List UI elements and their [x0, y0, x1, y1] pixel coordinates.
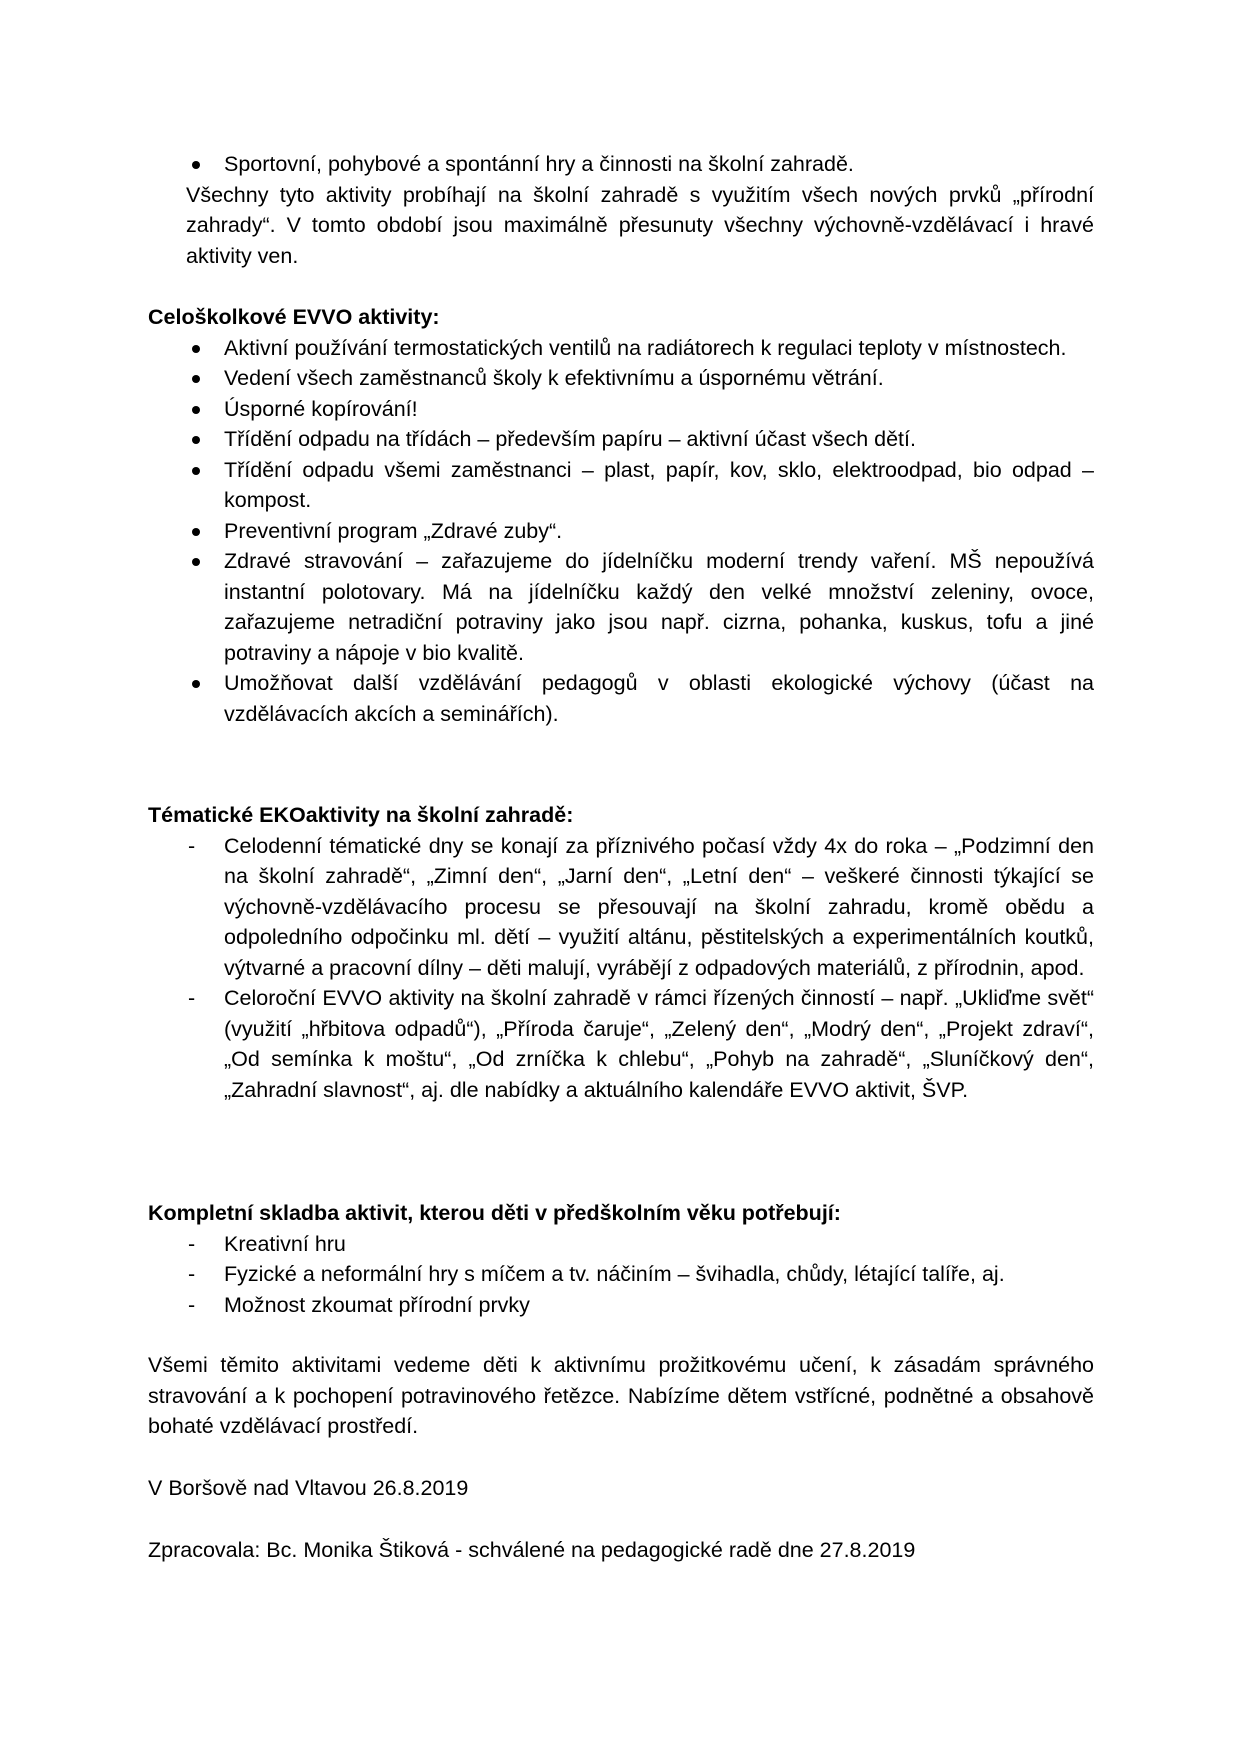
dash-marker: - — [188, 1262, 196, 1286]
list-item-text: Úsporné kopírování! — [224, 396, 418, 421]
intro-block — [148, 149, 1094, 271]
dash-marker: - — [188, 1292, 196, 1317]
list-item — [148, 1259, 1094, 1290]
bullet-icon — [192, 345, 200, 353]
place-date: V Boršově nad Vltavou 26.8.2019 — [148, 1476, 469, 1500]
list-item-text: Fyzické a neformální hry s míčem a tv. náčiním – švihadla, chůdy, létající talíře, aj. — [224, 1262, 1005, 1286]
author-line: Zpracovala: Bc. Monika Štiková - schválené na pedagogické radě dne 27.8.2019 — [148, 1538, 916, 1562]
section-heading: Tématické EKOaktivity na školní zahradě: — [148, 803, 574, 827]
list-item-text: Celodenní tématické dny se konají za příznivého počasí vždy 4x do roka – „Podzimní den na školní zahradě“, „Zimní den“, „Jarní den“, „Letní den“ – veškeré činnosti týkající se výchovně-vzdělávacího procesu se přesouvají na školní zahradu, kromě obědu a odpoledního odpočinku ml. dětí – využití altánu, pěstitelských a experimentálních koutků, výtvarné a pracovní dílny – děti malují, vyrábějí z odpadových materiálů, z přírodnin, apod. — [224, 833, 1094, 980]
list-item — [148, 668, 1094, 729]
dash-marker: - — [188, 1231, 196, 1256]
list-item — [148, 546, 1094, 668]
list-item — [148, 363, 1094, 394]
intro-paragraph: Všechny tyto aktivity probíhají na školní zahradě s využitím všech nových prvků „přírodní zahrady“. V tomto období jsou maximálně přesunuty všechny výchovně-vzdělávací i hravé aktivity ven. — [186, 182, 1094, 268]
list-item-text: Třídění odpadu všemi zaměstnanci – plast, papír, kov, sklo, elektroodpad, bio odpad – kompost. — [224, 457, 1094, 512]
list-item — [148, 983, 1094, 1105]
list-item — [148, 149, 1094, 180]
bullet-icon — [192, 436, 200, 444]
list-item-text: Sportovní, pohybové a spontánní hry a činnosti na školní zahradě. — [224, 152, 854, 176]
closing-paragraph: Všemi těmito aktivitami vedeme děti k aktivnímu prožitkovému učení, k zásadám správného stravování a k pochopení potravinového řetězce. Nabízíme dětem vstřícné, podnětné a obsahově bohaté vzdělávací prostředí. — [148, 1353, 1094, 1438]
list-item-text: Možnost zkoumat přírodní prvky — [224, 1292, 530, 1317]
list-item — [148, 831, 1094, 984]
list-item — [148, 1290, 1094, 1321]
bullet-icon — [192, 680, 200, 688]
list-item-text: Celoroční EVVO aktivity na školní zahradě v rámci řízených činností – např. „Ukliďme svět“ (využití „hřbitova odpadů“), „Příroda čaruje“, „Zelený den“, „Modrý den“, „Projekt zdraví“, „Od semínka k moštu“, „Od zrníčka k chlebu“, „Pohyb na zahradě“, „Sluníčkový den“, „Zahradní slavnost“, aj. dle nabídky a aktuálního kalendáře EVVO aktivit, ŠVP. — [224, 986, 1094, 1102]
section-eko — [148, 800, 1094, 1105]
list-item-text: Preventivní program „Zdravé zuby“. — [224, 518, 563, 543]
list-item-text: Zdravé stravování – zařazujeme do jídelníčku moderní trendy vaření. MŠ nepoužívá instantní polotovary. Má na jídelníčku každý den velké množství zeleniny, ovoce, zařazujeme netradiční potraviny jako jsou např. cizrna, pohanka, kuskus, tofu a jiné potraviny a nápoje v bio kvalitě. — [224, 549, 1094, 665]
list-item — [148, 516, 1094, 547]
list-item — [148, 455, 1094, 516]
section-skladba — [148, 1198, 1094, 1320]
list-item — [148, 424, 1094, 455]
section-heading: Kompletní skladba aktivit, kterou děti v předškolním věku potřebují: — [148, 1201, 841, 1225]
dash-marker: - — [188, 833, 196, 858]
section-heading: Celoškolkové EVVO aktivity: — [148, 305, 440, 329]
bullet-icon — [192, 375, 200, 383]
list-item-text: Třídění odpadu na třídách – především papíru – aktivní účast všech dětí. — [224, 427, 916, 451]
section-evvo — [148, 302, 1094, 729]
bullet-icon — [192, 558, 200, 566]
list-item-text: Umožňovat další vzdělávání pedagogů v oblasti ekologické výchovy (účast na vzdělávacích akcích a seminářích). — [224, 671, 1094, 726]
list-item — [148, 1229, 1094, 1260]
list-item-text: Vedení všech zaměstnanců školy k efektivnímu a úspornému větrání. — [224, 366, 884, 390]
bullet-icon — [192, 161, 200, 169]
dash-marker: - — [188, 986, 196, 1010]
list-item — [148, 333, 1094, 364]
list-item — [148, 394, 1094, 425]
bullet-icon — [192, 467, 200, 475]
bullet-icon — [192, 528, 200, 536]
list-item-text: Aktivní používání termostatických ventilů na radiátorech k regulaci teploty v místnostech. — [224, 335, 1067, 360]
list-item-text: Kreativní hru — [224, 1231, 346, 1256]
bullet-icon — [192, 406, 200, 414]
